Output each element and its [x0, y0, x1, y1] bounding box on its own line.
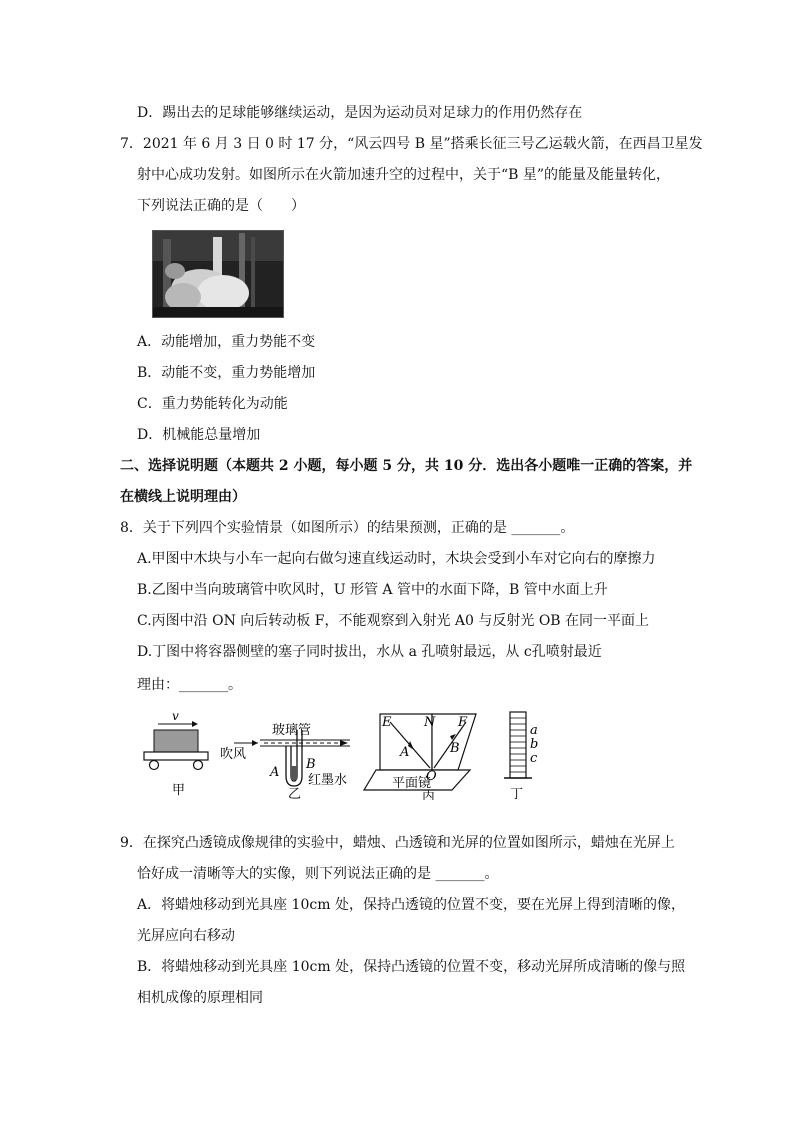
- figure-bing: [364, 714, 476, 800]
- figure-yi-caption: 乙: [288, 787, 302, 800]
- q8-figures: [140, 708, 560, 800]
- label-e: E: [382, 715, 392, 730]
- hole-c-label: c: [530, 751, 538, 766]
- figure-bing-caption: 丙: [422, 789, 436, 800]
- q8-option-d: D.丁图中将容器侧壁的塞子同时拔出，水从 a 孔喷射最远，从 c孔喷射最近: [137, 644, 602, 660]
- q7-stem-line2: 射中心成功发射。如图所示在火箭加速升空的过程中，关于“B 星”的能量及能量转化，: [137, 167, 671, 183]
- q8-reason: 理由：_______。: [137, 677, 242, 693]
- section2-title-line1: 二、选择说明题（本题共 2 小题，每小题 5 分，共 10 分．选出各小题唯一正确的答案，并: [120, 458, 693, 474]
- q7-stem-line3: 下列说法正确的是（ ）: [137, 198, 305, 214]
- q9-stem-line2: 恰好成一清晰等大的实像，则下列说法正确的是 _______。: [137, 866, 499, 882]
- section2-title-line2: 在横线上说明理由）: [120, 489, 246, 505]
- q8-option-a: A.甲图中木块与小车一起向右做匀速直线运动时，木块会受到小车对它向右的摩擦力: [137, 551, 656, 567]
- q7-stem-line1: 7．2021 年 6 月 3 日 0 时 17 分，“风云四号 B 星”搭乘长征三号乙运载火箭，在西昌卫星发: [120, 136, 703, 152]
- tube-b-label: B: [306, 757, 316, 772]
- figure-ding: [504, 712, 538, 800]
- figure-yi: [220, 722, 350, 800]
- water-container: [510, 712, 526, 778]
- q8-stem: 8．关于下列四个实验情景（如图所示）的结果预测，正确的是 _______。: [120, 520, 575, 536]
- label-o: O: [426, 769, 437, 784]
- hole-b-label: b: [530, 737, 539, 752]
- q8-option-b: B.乙图中当向玻璃管中吹风时，U 形管 A 管中的水面下降，B 管中水面上升: [137, 582, 608, 598]
- ink-label: 红墨水: [308, 773, 348, 788]
- cart-body: [144, 752, 208, 760]
- q9-option-a-line2: 光屏应向右移动: [137, 928, 235, 944]
- figure-jia: [144, 709, 208, 798]
- label-n: N: [424, 715, 436, 730]
- q7-option-b: B．动能不变，重力势能增加: [137, 365, 316, 381]
- q6-option-d: D．踢出去的足球能够继续运动，是因为运动员对足球力的作用仍然存在: [137, 105, 583, 121]
- q7-option-c: C．重力势能转化为动能: [137, 396, 288, 412]
- q9-option-b-line2: 相机成像的原理相同: [137, 990, 263, 1006]
- q9-stem-line1: 9．在探究凸透镜成像规律的实验中，蜡烛、凸透镜和光屏的位置如图所示，蜡烛在光屏上: [120, 835, 675, 851]
- label-b: B: [450, 741, 460, 756]
- wood-block: [154, 730, 198, 752]
- wind-label: 吹风: [220, 747, 247, 762]
- q7-option-d: D．机械能总量增加: [137, 427, 261, 443]
- q9-option-a-line1: A．将蜡烛移动到光具座 10cm 处，保持凸透镜的位置不变，要在光屏上得到清晰的像，: [137, 897, 685, 913]
- mirror-label: 平面镜: [392, 776, 432, 791]
- velocity-label: v: [172, 709, 179, 723]
- tube-a-label: A: [270, 765, 280, 780]
- tube-label: 玻璃管: [272, 723, 312, 738]
- figure-ding-caption: 丁: [510, 787, 524, 800]
- q8-option-c: C.丙图中沿 ON 向后转动板 F，不能观察到入射光 A0 与反射光 OB 在同一平面上: [137, 613, 650, 629]
- rocket-launch-photo: [152, 230, 284, 318]
- figure-jia-caption: 甲: [172, 783, 186, 798]
- q7-option-a: A．动能增加，重力势能不变: [137, 334, 316, 350]
- q9-option-b-line1: B．将蜡烛移动到光具座 10cm 处，保持凸透镜的位置不变，移动光屏所成清晰的像与照: [137, 959, 686, 975]
- label-a: A: [400, 745, 410, 760]
- label-f: F: [458, 715, 468, 730]
- hole-a-label: a: [530, 723, 538, 738]
